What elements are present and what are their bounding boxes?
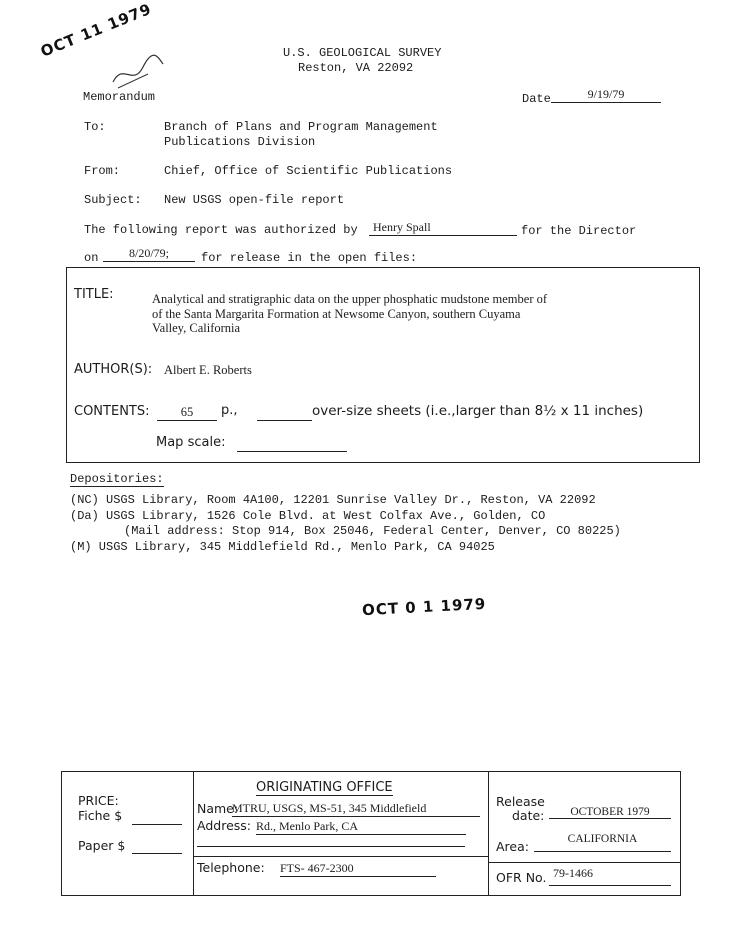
address-field-line-2 xyxy=(197,846,465,847)
page-count: 65 xyxy=(157,405,217,421)
from-value: Chief, Office of Scientific Publications xyxy=(164,164,453,178)
telephone-value: FTS- 467-2300 xyxy=(280,861,436,877)
authorization-text: The following report was authorized by xyxy=(84,223,358,237)
date-label: Date xyxy=(522,92,551,106)
paper-label: Paper $ xyxy=(78,838,126,853)
to-label: To: xyxy=(84,120,106,134)
date-value: 9/19/79 xyxy=(551,87,661,103)
footer-divider-right xyxy=(488,771,489,896)
release-label: Release xyxy=(496,794,545,809)
price-label: PRICE: xyxy=(78,793,119,808)
memo-label: Memorandum xyxy=(83,90,156,104)
received-date-stamp: OCT 11 1979 xyxy=(38,0,155,61)
subject-value: New USGS open-file report xyxy=(164,193,345,207)
ofr-label: OFR No. xyxy=(496,870,547,885)
authorization-date: 8/20/79; xyxy=(103,246,195,262)
depository-nc: (NC) USGS Library, Room 4A100, 12201 Sunrise Valley Dr., Reston, VA 22092 xyxy=(70,493,596,507)
on-label: on xyxy=(84,251,99,265)
ofr-value: 79-1466 xyxy=(549,866,671,886)
release-date-stamp: OCT 0 1 1979 xyxy=(361,594,487,620)
fiche-label: Fiche $ xyxy=(78,808,123,823)
subject-label: Subject: xyxy=(84,193,142,207)
footer-divider-left xyxy=(193,771,194,896)
paper-field xyxy=(132,853,182,854)
map-scale-field xyxy=(237,451,347,452)
name-value: MTRU, USGS, MS-51, 345 Middlefield xyxy=(232,801,480,817)
originating-office-title: ORIGINATING OFFICE xyxy=(256,780,393,795)
footer-telephone-divider xyxy=(193,856,488,857)
depository-da: (Da) USGS Library, 1526 Cole Blvd. at West Colfax Ave., Golden, CO xyxy=(70,509,546,523)
handwritten-initials-icon xyxy=(108,52,168,92)
authorization-suffix: for the Director xyxy=(521,224,637,238)
name-label: Name: xyxy=(197,801,239,816)
depository-da-mail: (Mail address: Stop 914, Box 25046, Federal Center, Denver, CO 80225) xyxy=(124,524,621,538)
release-date-label: date: xyxy=(512,808,545,823)
address-value: Rd., Menlo Park, CA xyxy=(256,819,466,835)
page-unit: p., xyxy=(221,403,238,418)
footer-ofr-divider xyxy=(488,862,681,863)
address-label: Address: xyxy=(197,818,251,833)
release-text: for release in the open files: xyxy=(201,251,418,265)
release-date-value: OCTOBER 1979 xyxy=(549,806,671,819)
title-line-1: Analytical and stratigraphic data on the upper phosphatic mudstone member of xyxy=(152,292,548,306)
authorizer-name: Henry Spall xyxy=(369,220,517,236)
to-line-2: Publications Division xyxy=(164,135,316,149)
oversize-count-field xyxy=(257,420,312,421)
to-line-1: Branch of Plans and Program Management xyxy=(164,120,438,134)
telephone-label: Telephone: xyxy=(197,860,265,875)
contents-label: CONTENTS: xyxy=(74,404,150,419)
area-value: CALIFORNIA xyxy=(534,833,671,852)
author-value: Albert E. Roberts xyxy=(164,363,252,377)
author-label: AUTHOR(S): xyxy=(74,362,153,377)
depositories-heading: Depositories: xyxy=(70,472,164,486)
title-line-3: Valley, California xyxy=(152,321,241,335)
fiche-field xyxy=(132,824,182,825)
agency-name: U.S. GEOLOGICAL SURVEY xyxy=(283,46,442,60)
title-label: TITLE: xyxy=(74,287,114,302)
area-label: Area: xyxy=(496,839,529,854)
title-line-2: of the Santa Margarita Formation at Newsome Canyon, southern Cuyama xyxy=(152,307,521,321)
from-label: From: xyxy=(84,164,121,178)
agency-address: Reston, VA 22092 xyxy=(298,61,414,75)
oversize-text: over-size sheets (i.e.,larger than 8½ x 11 inches) xyxy=(312,403,644,419)
depository-m: (M) USGS Library, 345 Middlefield Rd., Menlo Park, CA 94025 xyxy=(70,540,495,554)
map-scale-label: Map scale: xyxy=(156,435,226,450)
